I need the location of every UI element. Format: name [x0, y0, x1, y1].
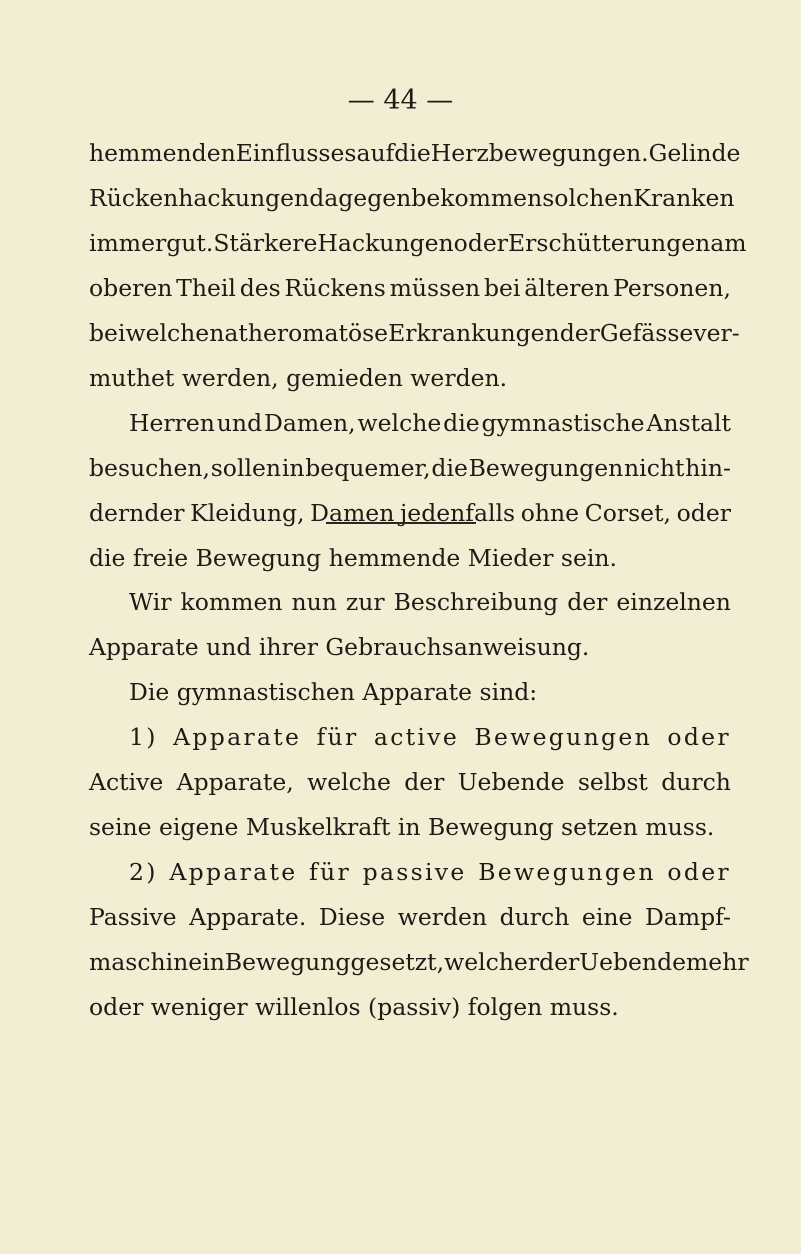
word: Personen, — [613, 274, 731, 302]
word: Apparate — [169, 858, 298, 886]
section-divider — [326, 522, 476, 524]
word: Bewegungen — [468, 454, 624, 482]
word: jedenfalls — [400, 499, 516, 527]
word: solchen — [542, 184, 634, 212]
word: Theil — [176, 274, 236, 302]
word: für — [316, 723, 359, 751]
word: nun — [291, 588, 337, 616]
word: Rückenhackungen — [89, 184, 310, 212]
text-line — [89, 580, 731, 625]
word: Uebende — [579, 948, 687, 976]
word: für — [309, 858, 351, 886]
word: Herzbewegungen. — [430, 139, 649, 167]
text-line: Die gymnastischen Apparate sind: — [129, 678, 538, 706]
word: welcher — [444, 948, 540, 976]
word: des — [239, 274, 281, 302]
word: Dampf- — [644, 903, 731, 931]
text-line — [89, 266, 731, 311]
word: in — [281, 454, 305, 482]
word: am — [710, 229, 747, 257]
text-line — [89, 221, 747, 266]
text-line: muthet werden, gemieden werden. — [89, 364, 508, 392]
word: nicht — [624, 454, 685, 482]
word: älteren — [524, 274, 610, 302]
text-block-bottom — [89, 580, 749, 1030]
word: zur — [345, 588, 385, 616]
text-line: oder weniger willenlos (passiv) folgen muss. — [89, 993, 619, 1021]
text-line — [89, 131, 741, 176]
word: Bewegung — [224, 948, 351, 976]
text-line — [89, 850, 731, 895]
word: der — [567, 588, 608, 616]
word: immer — [89, 229, 167, 257]
word: Bewegungen — [474, 723, 653, 751]
word: dagegen — [309, 184, 412, 212]
word: Rückens — [284, 274, 386, 302]
word: sollen — [210, 454, 282, 482]
word: einzelnen — [616, 588, 731, 616]
text-line — [89, 760, 731, 805]
word: Active — [89, 768, 164, 796]
word: Erkrankungen — [388, 319, 560, 347]
word: ver- — [693, 319, 740, 347]
text-line — [89, 715, 731, 760]
word: Beschreibung — [393, 588, 559, 616]
word: oberen — [89, 274, 173, 302]
word: oder — [676, 499, 731, 527]
word: und — [216, 409, 263, 437]
word: active — [373, 723, 460, 751]
word: die — [443, 409, 480, 437]
word: welche — [357, 409, 442, 437]
word: gymnastische — [481, 409, 645, 437]
word: Hackungen — [317, 229, 454, 257]
word: besuchen, — [89, 454, 210, 482]
word: selbst — [577, 768, 648, 796]
text-line — [89, 311, 740, 356]
word: gut. — [166, 229, 214, 257]
word: auf — [356, 139, 395, 167]
word: Kranken — [633, 184, 735, 212]
word: müssen — [389, 274, 481, 302]
word: eine — [581, 903, 633, 931]
word: oder — [667, 858, 731, 886]
word: in — [202, 948, 225, 976]
word: Diese — [318, 903, 386, 931]
page-number: — 44 — — [347, 85, 454, 116]
word: Corset, — [584, 499, 671, 527]
text-line — [89, 176, 735, 221]
text-line — [89, 895, 731, 940]
word: maschine — [89, 948, 203, 976]
text-block-top — [89, 131, 747, 581]
word: passive — [362, 858, 467, 886]
word: Anstalt — [646, 409, 731, 437]
word: Apparate. — [189, 903, 307, 931]
word: Kleidung, — [190, 499, 305, 527]
word: Gefässe — [599, 319, 694, 347]
word: bekommen — [411, 184, 543, 212]
word: Passive — [89, 903, 177, 931]
word: gesetzt, — [350, 948, 445, 976]
word: bequemer, — [305, 454, 431, 482]
text-line: die freie Bewegung hemmende Mieder sein. — [89, 544, 617, 572]
word: werden — [397, 903, 488, 931]
text-line — [89, 940, 749, 985]
text-line: seine eigene Muskelkraft in Bewegung setzen muss. — [89, 813, 715, 841]
word: Stärkere — [213, 229, 318, 257]
word: Herren — [129, 409, 215, 437]
text-line — [89, 401, 731, 446]
text-line: Apparate und ihrer Gebrauchsanweisung. — [89, 633, 590, 661]
word: Apparate — [173, 723, 302, 751]
word: Gelinde — [648, 139, 741, 167]
word: dernder — [89, 499, 185, 527]
word: der — [539, 948, 580, 976]
word: mehr — [686, 948, 749, 976]
word: bei — [89, 319, 126, 347]
word: Bewegungen — [478, 858, 656, 886]
word: Damen, — [264, 409, 356, 437]
word: Wir — [129, 588, 172, 616]
word: durch — [499, 903, 570, 931]
word: 2) — [129, 858, 158, 886]
word: die — [394, 139, 431, 167]
word: 1) — [129, 723, 158, 751]
word: hin- — [685, 454, 731, 482]
word: hemmenden — [89, 139, 236, 167]
word: durch — [661, 768, 731, 796]
word: der — [559, 319, 600, 347]
word: oder — [453, 229, 509, 257]
word: Uebende — [457, 768, 565, 796]
word: welche — [307, 768, 391, 796]
word: Einflusses — [235, 139, 357, 167]
word: welchen — [125, 319, 225, 347]
word: ohne — [520, 499, 580, 527]
word: Erschütterungen — [508, 229, 711, 257]
text-line — [89, 446, 731, 491]
word: der — [404, 768, 445, 796]
word: bei — [483, 274, 521, 302]
word: oder — [667, 723, 731, 751]
text-line — [89, 491, 731, 536]
word: atheromatöse — [224, 319, 389, 347]
word: die — [431, 454, 468, 482]
word: Damen — [310, 499, 395, 527]
word: Apparate, — [176, 768, 294, 796]
word: kommen — [180, 588, 283, 616]
